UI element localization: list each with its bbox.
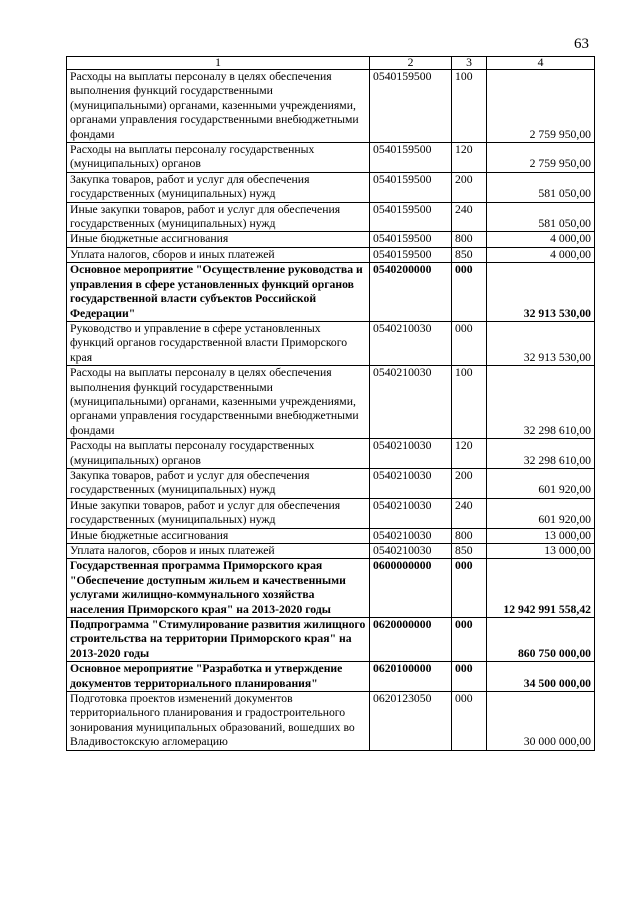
table-row [67,202,595,232]
row-type-cell: 850 [452,247,487,262]
row-type-cell: 800 [452,528,487,543]
table-row [67,143,595,173]
table-row [67,544,595,559]
row-amount-cell: 13 000,00 [487,544,595,559]
row-name-cell: Руководство и управление в сфере установленных функций органов государственной власти Приморского края [67,321,370,365]
row-type-cell: 240 [452,498,487,528]
table-row [67,321,595,365]
row-code-cell: 0600000000 [370,559,452,618]
row-code-cell: 0620100000 [370,662,452,692]
row-amount-cell: 581 050,00 [487,202,595,232]
row-amount-cell: 32 298 610,00 [487,439,595,469]
row-name-cell: Подготовка проектов изменений документов территориального планирования и градостроительного зонирования муниципальных образований, вошедших во Владивостокскую агломерацию [67,692,370,751]
row-name-cell: Иные закупки товаров, работ и услуг для обеспечения государственных (муниципальных) нужд [67,498,370,528]
row-name-cell: Расходы на выплаты персоналу в целях обеспечения выполнения функций государственными (муниципальными) органами, казенными учреждениями, органами управления государственными внебюджетными фондами [67,70,370,143]
table-row [67,662,595,692]
row-name-cell: Расходы на выплаты персоналу в целях обеспечения выполнения функций государственными (муниципальными) органами, казенными учреждениями, органами управления государственными внебюджетными фондами [67,366,370,439]
row-type-cell: 100 [452,70,487,143]
row-amount-cell: 13 000,00 [487,528,595,543]
row-type-cell: 850 [452,544,487,559]
row-code-cell: 0540210030 [370,439,452,469]
row-amount-cell: 32 913 530,00 [487,321,595,365]
row-name-cell: Расходы на выплаты персоналу государственных (муниципальных) органов [67,143,370,173]
row-code-cell: 0540159500 [370,143,452,173]
row-name-cell: Уплата налогов, сборов и иных платежей [67,544,370,559]
row-type-cell: 200 [452,468,487,498]
row-amount-cell: 601 920,00 [487,468,595,498]
row-amount-cell: 4 000,00 [487,247,595,262]
header-col-4: 4 [487,57,595,70]
row-type-cell: 240 [452,202,487,232]
row-name-cell: Уплата налогов, сборов и иных платежей [67,247,370,262]
table-row [67,366,595,439]
row-amount-cell: 34 500 000,00 [487,662,595,692]
row-amount-cell: 32 298 610,00 [487,366,595,439]
header-col-3: 3 [452,57,487,70]
header-col-2: 2 [370,57,452,70]
row-code-cell: 0540159500 [370,247,452,262]
row-type-cell: 000 [452,559,487,618]
row-type-cell: 000 [452,618,487,662]
row-type-cell: 000 [452,321,487,365]
table-row [67,172,595,202]
table-row [67,498,595,528]
row-code-cell: 0540159500 [370,70,452,143]
row-code-cell: 0540210030 [370,321,452,365]
row-amount-cell: 4 000,00 [487,232,595,247]
row-code-cell: 0540159500 [370,172,452,202]
row-code-cell: 0540210030 [370,468,452,498]
row-name-cell: Иные бюджетные ассигнования [67,232,370,247]
table-row [67,528,595,543]
row-code-cell: 0540200000 [370,263,452,322]
table-row [67,70,595,143]
table-row [67,232,595,247]
row-name-cell: Расходы на выплаты персоналу государственных (муниципальных) органов [67,439,370,469]
row-code-cell: 0540210030 [370,544,452,559]
table-row [67,247,595,262]
row-code-cell: 0540159500 [370,232,452,247]
row-amount-cell: 581 050,00 [487,172,595,202]
row-name-cell: Закупка товаров, работ и услуг для обеспечения государственных (муниципальных) нужд [67,468,370,498]
row-type-cell: 000 [452,692,487,751]
row-name-cell: Иные бюджетные ассигнования [67,528,370,543]
row-type-cell: 120 [452,143,487,173]
row-amount-cell: 860 750 000,00 [487,618,595,662]
row-code-cell: 0540210030 [370,498,452,528]
page-number: 63 [574,36,589,52]
row-code-cell: 0620123050 [370,692,452,751]
table-row [67,692,595,751]
row-type-cell: 000 [452,662,487,692]
row-type-cell: 120 [452,439,487,469]
table-row [67,468,595,498]
row-code-cell: 0620000000 [370,618,452,662]
row-amount-cell: 30 000 000,00 [487,692,595,751]
row-name-cell: Подпрограмма "Стимулирование развития жилищного строительства на территории Приморского края" на 2013-2020 годы [67,618,370,662]
row-amount-cell: 32 913 530,00 [487,263,595,322]
table-row [67,618,595,662]
row-name-cell: Основное мероприятие "Разработка и утверждение документов территориального планирования" [67,662,370,692]
row-name-cell: Основное мероприятие "Осуществление руководства и управления в сфере установленных функций органов государственной власти субъектов Российской Федерации" [67,263,370,322]
budget-table [66,56,595,751]
table-row [67,263,595,322]
row-amount-cell: 2 759 950,00 [487,143,595,173]
row-name-cell: Закупка товаров, работ и услуг для обеспечения государственных (муниципальных) нужд [67,172,370,202]
header-col-1: 1 [67,57,370,70]
row-type-cell: 000 [452,263,487,322]
row-code-cell: 0540159500 [370,202,452,232]
row-amount-cell: 601 920,00 [487,498,595,528]
table-row [67,559,595,618]
row-code-cell: 0540210030 [370,528,452,543]
header-row [67,57,595,70]
row-amount-cell: 12 942 991 558,42 [487,559,595,618]
row-name-cell: Иные закупки товаров, работ и услуг для обеспечения государственных (муниципальных) нужд [67,202,370,232]
row-amount-cell: 2 759 950,00 [487,70,595,143]
row-type-cell: 200 [452,172,487,202]
row-code-cell: 0540210030 [370,366,452,439]
row-type-cell: 100 [452,366,487,439]
row-name-cell: Государственная программа Приморского края "Обеспечение доступным жильем и качественными услугами жилищно-коммунального хозяйства населения Приморского края" на 2013-2020 годы [67,559,370,618]
table-row [67,439,595,469]
row-type-cell: 800 [452,232,487,247]
